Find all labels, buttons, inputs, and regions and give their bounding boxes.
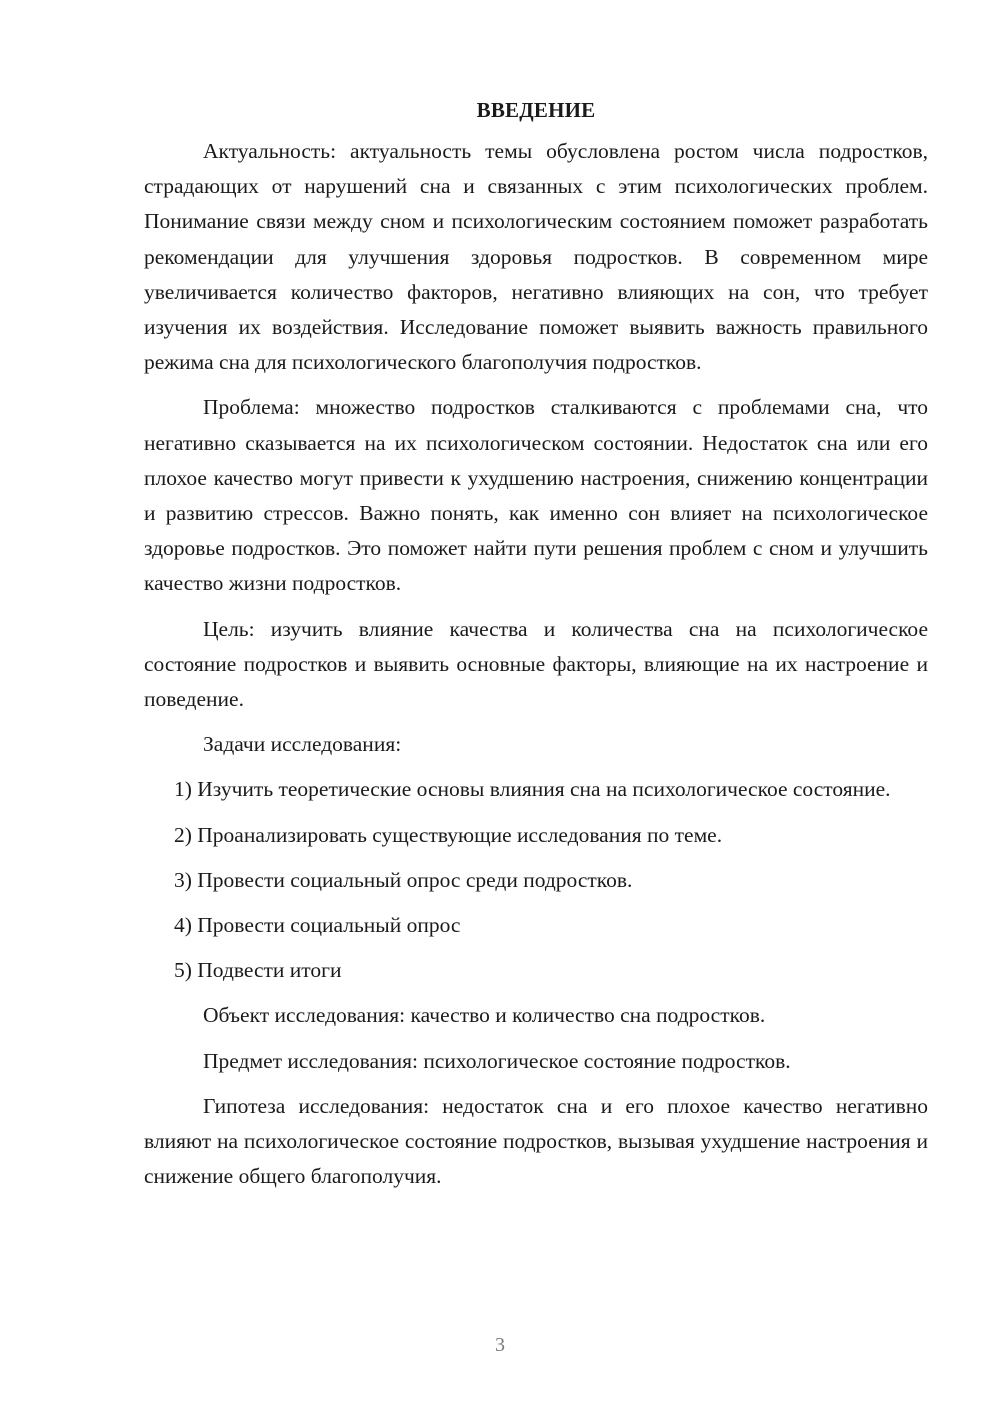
task-item: 5) Подвести итоги — [174, 958, 342, 983]
hypothesis-paragraph: Гипотеза исследования: недостаток сна и его плохое качество негативно влияют на психологическое состояние подростков, вызывая ухудшение настроения и снижение общего благополучия. — [144, 1093, 928, 1189]
tasks-title: Задачи исследования: — [203, 732, 402, 757]
document-page — [144, 92, 928, 1204]
object-paragraph: Объект исследования: качество и количество сна подростков. — [203, 1003, 766, 1028]
task-item: 2) Проанализировать существующие исследования по теме. — [174, 822, 723, 847]
problem-paragraph: Проблема: множество подростков сталкиваются с проблемами сна, что негативно сказывается на их психологическом состоянии. Недостаток сна или его плохое качество могут привести к ухудшению настроения, снижению концентрации и развитию стрессов. Важно понять, как именно сон влияет на психологическое здоровье подростков. Это поможет найти пути решения проблем с сном и улучшить качество жизни подростков. — [144, 395, 928, 596]
relevance-paragraph: Актуальность: актуальность темы обусловлена ростом числа подростков, страдающих от нарушений сна и связанных с этим психологических проблем. Понимание связи между сном и психологическим состоянием поможет разработать рекомендации для улучшения здоровья подростков. В современном мире увеличивается количество факторов, негативно влияющих на сон, что требует изучения их воздействия. Исследование поможет выявить важность правильного режима сна для психологического благополучия подростков. — [144, 139, 928, 375]
task-item: 3) Провести социальный опрос среди подростков. — [174, 867, 633, 892]
goal-paragraph: Цель: изучить влияние качества и количества сна на психологическое состояние подростков и выявить основные факторы, влияющие на их настроение и поведение. — [144, 616, 928, 712]
task-item: 1) Изучить теоретические основы влияния сна на психологическое состояние. — [174, 777, 891, 802]
subject-paragraph: Предмет исследования: психологическое состояние подростков. — [203, 1048, 791, 1073]
task-item: 4) Провести социальный опрос — [174, 913, 461, 938]
page-number: 3 — [495, 1334, 505, 1356]
page-heading: ВВЕДЕНИЕ — [476, 98, 596, 122]
